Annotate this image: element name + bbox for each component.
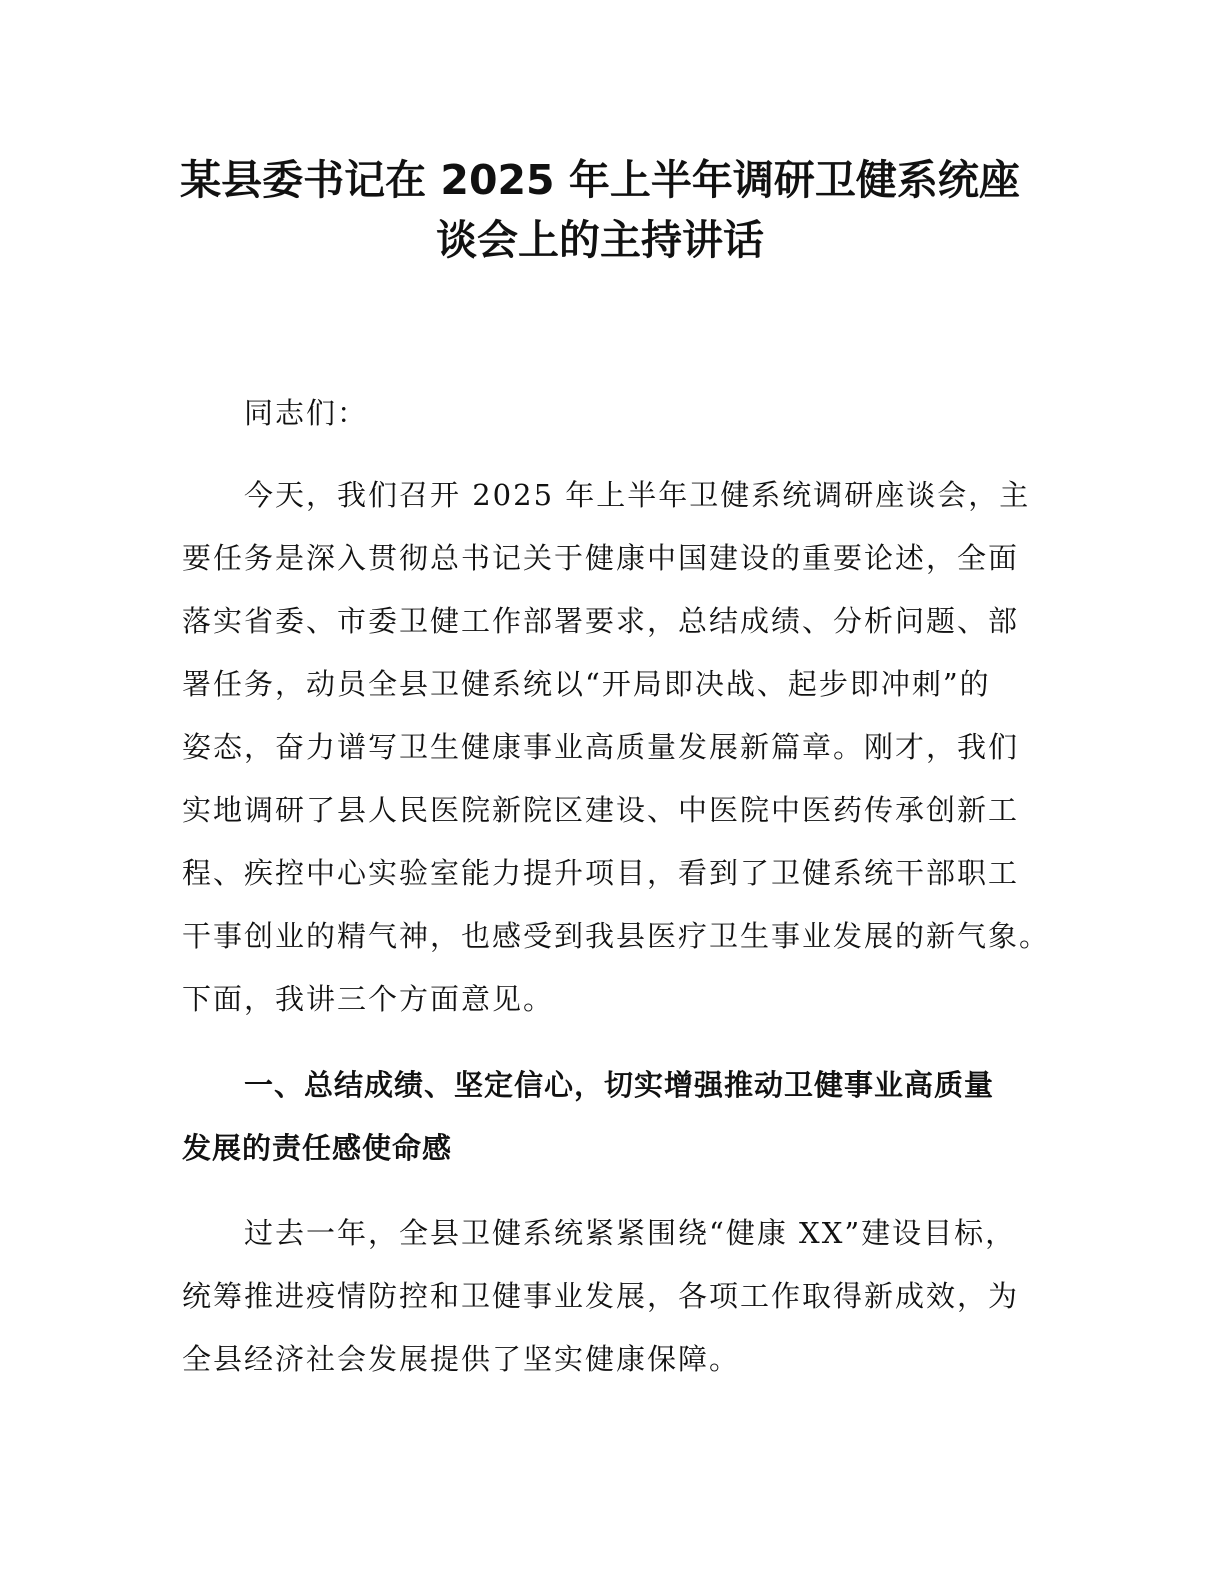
heading-line: 发展的责任感使命感 [182, 1131, 453, 1165]
paragraph-line: 实地调研了县人民医院新院区建设、中医院中医药传承创新工 [182, 793, 1020, 827]
paragraph-line: 姿态，奋力谱写卫生健康事业高质量发展新篇章。刚才，我们 [182, 730, 1020, 764]
paragraph-line: 全县经济社会发展提供了坚实健康保障。 [182, 1342, 741, 1376]
heading-line: 一、总结成绩、坚定信心，切实增强推动卫健事业高质量 [244, 1068, 995, 1102]
paragraph-line: 下面，我讲三个方面意见。 [182, 982, 555, 1016]
greeting: 同志们： [244, 396, 369, 430]
paragraph-line: 统筹推进疫情防控和卫健事业发展，各项工作取得新成效，为 [182, 1279, 1020, 1313]
paragraph-intro [182, 464, 1051, 1031]
paragraph-line: 程、疾控中心实验室能力提升项目，看到了卫健系统干部职工 [182, 856, 1020, 890]
paragraph-line: 今天，我们召开 2025 年上半年卫健系统调研座谈会，主 [244, 478, 1031, 512]
paragraph-line: 落实省委、市委卫健工作部署要求，总结成绩、分析问题、部 [182, 604, 1020, 638]
document-title [150, 150, 1050, 270]
title-line: 谈会上的主持讲话 [436, 216, 764, 264]
paragraph-line: 要任务是深入贯彻总书记关于健康中国建设的重要论述，全面 [182, 541, 1020, 575]
paragraph-line: 署任务，动员全县卫健系统以“开局即决战、起步即冲刺”的 [182, 667, 991, 701]
paragraph-line: 过去一年，全县卫健系统紧紧围绕“健康 XX”建设目标， [244, 1216, 1017, 1250]
paragraph-section-1 [182, 1202, 1042, 1391]
section-heading-1 [182, 1054, 1042, 1180]
paragraph-line: 干事创业的精气神，也感受到我县医疗卫生事业发展的新气象。 [182, 919, 1051, 953]
title-line: 某县委书记在 2025 年上半年调研卫健系统座 [180, 156, 1020, 204]
